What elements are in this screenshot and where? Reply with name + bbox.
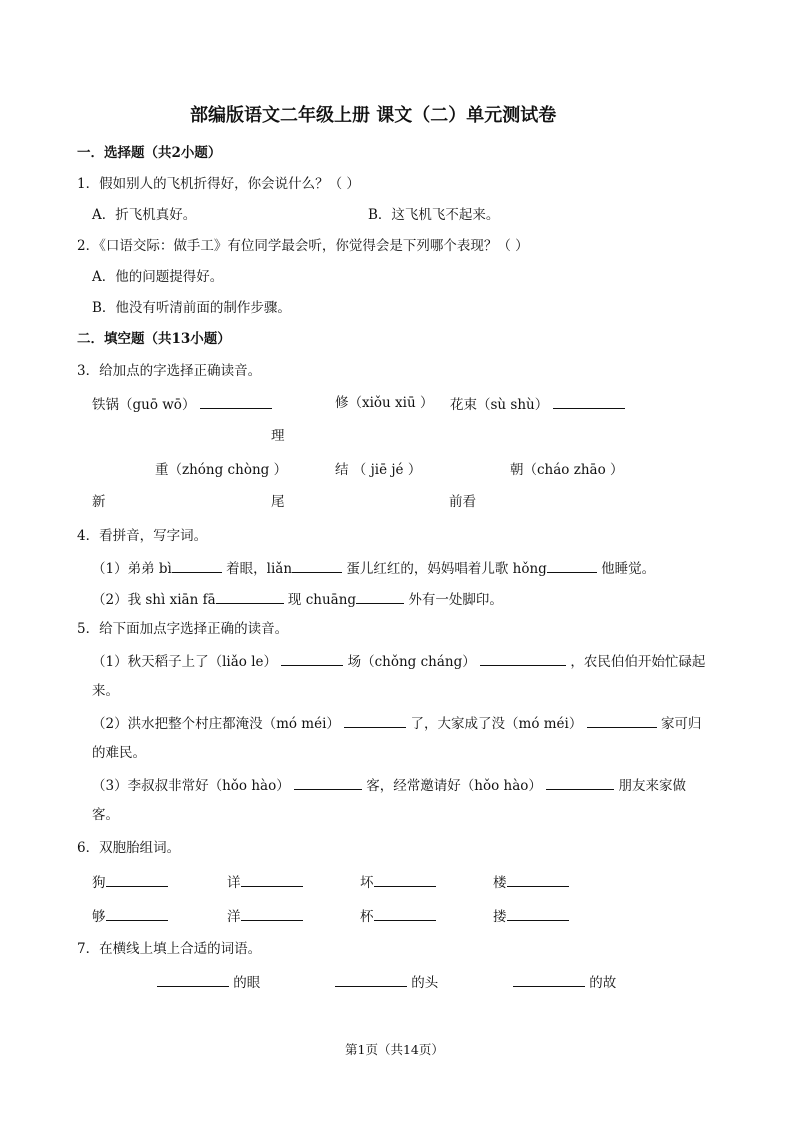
answer-blank[interactable] xyxy=(172,559,222,573)
question-1-option-b: B．这飞机飞不起来。 xyxy=(368,207,500,223)
q7-item xyxy=(513,973,616,991)
q6-char: 搂 xyxy=(493,909,507,925)
q5-line-3-part: 朋友来家做 xyxy=(618,778,687,794)
q5-line-3-part: 客，经常邀请好（hǒo hào） xyxy=(366,778,542,794)
q6-item xyxy=(360,873,436,891)
q7-item xyxy=(157,973,260,991)
q4-line-2 xyxy=(92,590,503,608)
q5-line-2-part: 家可归 xyxy=(660,716,702,732)
q6-item xyxy=(92,873,168,891)
question-3-stem: 3．给加点的字选择正确读音。 xyxy=(77,363,262,379)
question-2-option-b: B．他没有听清前面的制作步骤。 xyxy=(92,300,291,316)
q6-char: 狗 xyxy=(92,875,106,891)
page-footer: 第1页（共14页） xyxy=(345,1042,444,1057)
section-fill-heading: 二．填空题（共13小题） xyxy=(77,331,231,347)
q3-item-jiewei: 结 （ jiē jé ） xyxy=(335,462,422,478)
q7-word: 的故 xyxy=(589,975,617,991)
q5-line-2-wrap: 的难民。 xyxy=(92,745,146,761)
q3-item-chongxin-wrap: 新 xyxy=(92,494,106,510)
q6-item xyxy=(92,907,168,925)
q5-line-2 xyxy=(92,714,701,732)
q5-line-1 xyxy=(92,652,705,670)
q3-item-huashu-text: 花束（sù shù） xyxy=(450,397,549,413)
answer-blank[interactable] xyxy=(292,559,342,573)
q6-item xyxy=(360,907,436,925)
q7-item xyxy=(335,973,438,991)
question-1-option-a: A．折飞机真好。 xyxy=(92,207,197,223)
answer-blank[interactable] xyxy=(344,714,406,728)
question-7-stem: 7．在横线上填上合适的词语。 xyxy=(77,941,262,957)
q5-line-1-part: 场（chǒng cháng） xyxy=(347,654,476,670)
page-title: 部编版语文二年级上册 课文（二）单元测试卷 xyxy=(190,105,557,126)
section-choice-heading: 一．选择题（共2小题） xyxy=(77,145,222,161)
question-5-stem: 5．给下面加点字选择正确的读音。 xyxy=(77,621,289,637)
q4-line-1-part: （1）弟弟 bì xyxy=(92,561,172,577)
q4-line-2-part: 现 chuāng xyxy=(287,592,357,608)
q7-word: 的头 xyxy=(411,975,439,991)
q6-char: 够 xyxy=(92,909,106,925)
q6-item xyxy=(493,873,569,891)
q3-item-tieguo-text: 铁锅（guō wō） xyxy=(92,397,196,413)
answer-blank[interactable] xyxy=(547,559,597,573)
q6-char: 坏 xyxy=(360,875,374,891)
q4-line-2-part: 外有一处脚印。 xyxy=(408,592,503,608)
q3-item-chaoqian: 朝（cháo zhāo ） xyxy=(510,462,624,478)
q5-line-1-part: （1）秋天稻子上了（liǎo le） xyxy=(92,654,277,670)
question-2-stem: 2．《口语交际：做手工》有位同学最会听，你觉得会是下列哪个表现？（ ） xyxy=(77,238,529,254)
answer-blank[interactable] xyxy=(241,873,303,887)
q5-line-2-part: 了，大家成了没（mó méi） xyxy=(410,716,583,732)
answer-blank[interactable] xyxy=(335,973,407,987)
answer-blank[interactable] xyxy=(480,652,566,666)
q6-item xyxy=(227,907,303,925)
answer-blank[interactable] xyxy=(157,973,229,987)
answer-blank[interactable] xyxy=(294,776,362,790)
answer-blank[interactable] xyxy=(546,776,614,790)
answer-blank[interactable] xyxy=(281,652,343,666)
q6-char: 楼 xyxy=(493,875,507,891)
q4-line-1 xyxy=(92,559,655,577)
answer-blank[interactable] xyxy=(200,395,272,409)
q5-line-2-part: （2）洪水把整个村庄都淹没（mó méi） xyxy=(92,716,340,732)
answer-blank[interactable] xyxy=(356,590,404,604)
q6-char: 杯 xyxy=(360,909,374,925)
q3-item-xiuli-wrap: 理 xyxy=(271,428,285,444)
q4-line-1-part: 他睡觉。 xyxy=(601,561,656,577)
q5-line-1-part: ，农民伯伯开始忙碌起 xyxy=(570,654,706,670)
answer-blank[interactable] xyxy=(374,873,436,887)
q3-item-xiuli: 修（xiǒu xiū ） xyxy=(335,395,434,411)
q3-item-jiewei-wrap: 尾 xyxy=(271,494,285,510)
question-4-stem: 4．看拼音，写字词。 xyxy=(77,528,208,544)
q4-line-1-part: 蛋儿红红的，妈妈唱着儿歌 hǒng xyxy=(346,561,547,577)
answer-blank[interactable] xyxy=(106,907,168,921)
q7-word: 的眼 xyxy=(233,975,261,991)
question-1-stem: 1．假如别人的飞机折得好，你会说什么？（ ） xyxy=(77,176,360,192)
question-6-stem: 6．双胞胎组词。 xyxy=(77,840,181,856)
answer-blank[interactable] xyxy=(587,714,657,728)
q3-item-huashu xyxy=(450,395,625,413)
q5-line-3 xyxy=(92,776,686,794)
q3-item-tieguo xyxy=(92,395,272,413)
q5-line-1-wrap: 来。 xyxy=(92,683,119,699)
q4-line-2-part: （2）我 shì xiān fā xyxy=(92,592,216,608)
question-2-option-a: A．他的问题提得好。 xyxy=(92,269,224,285)
answer-blank[interactable] xyxy=(507,907,569,921)
answer-blank[interactable] xyxy=(216,590,284,604)
q3-item-chongxin: 重（zhóng chòng ） xyxy=(155,462,288,478)
q4-line-1-part: 着眼，liǎn xyxy=(226,561,293,577)
answer-blank[interactable] xyxy=(553,395,625,409)
answer-blank[interactable] xyxy=(374,907,436,921)
q6-char: 详 xyxy=(227,875,241,891)
q6-char: 洋 xyxy=(227,909,241,925)
q3-item-chaoqian-wrap: 前看 xyxy=(449,494,476,510)
answer-blank[interactable] xyxy=(241,907,303,921)
q5-line-3-wrap: 客。 xyxy=(92,807,119,823)
answer-blank[interactable] xyxy=(507,873,569,887)
answer-blank[interactable] xyxy=(513,973,585,987)
q6-item xyxy=(493,907,569,925)
q6-item xyxy=(227,873,303,891)
answer-blank[interactable] xyxy=(106,873,168,887)
q5-line-3-part: （3）李叔叔非常好（hǒo hào） xyxy=(92,778,290,794)
